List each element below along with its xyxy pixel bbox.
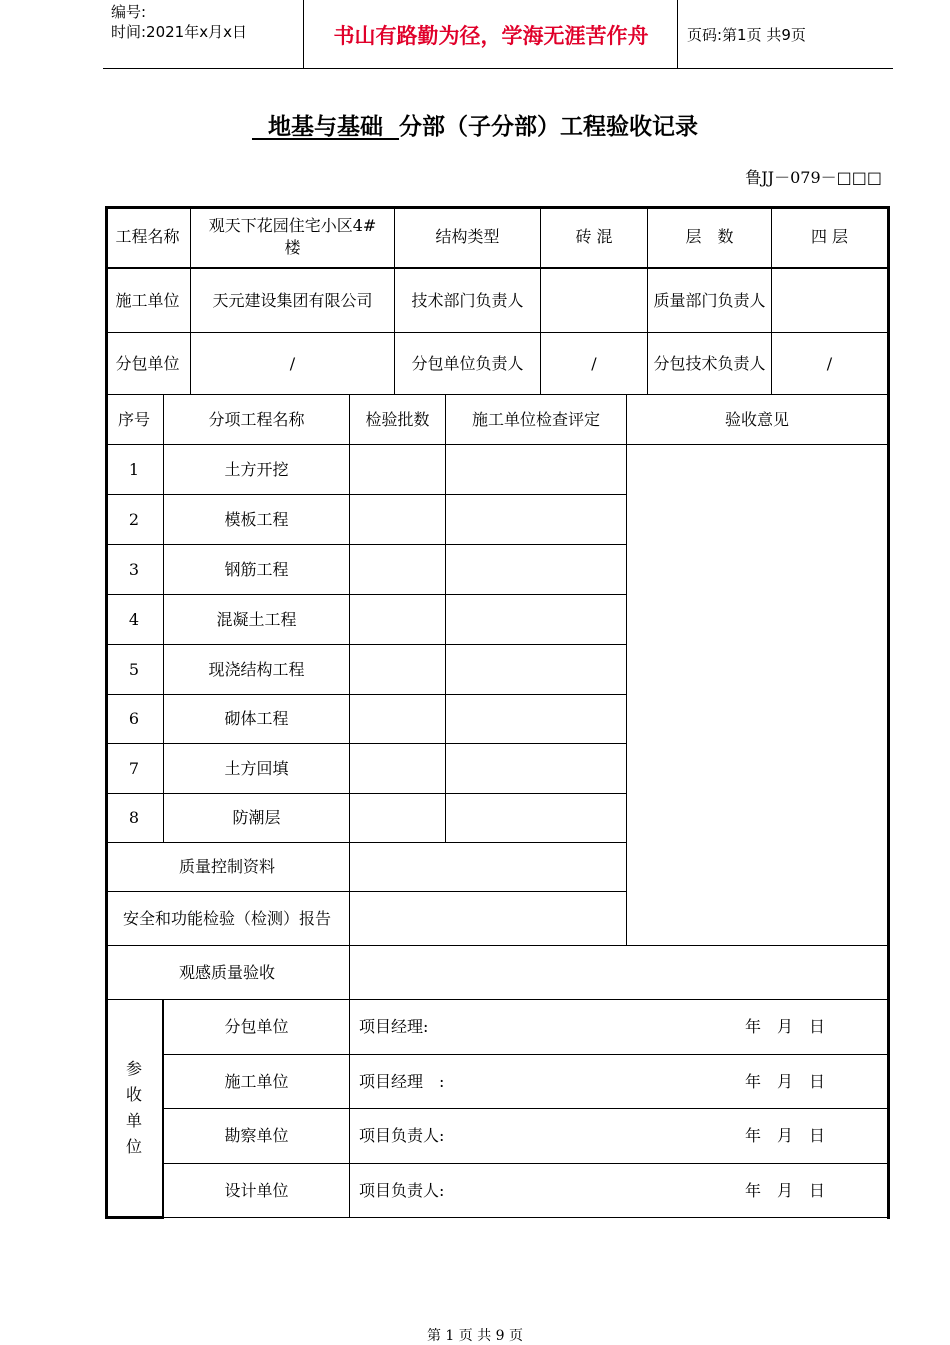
acceptance-person-label: 项目负责人: [359, 1126, 445, 1145]
item-row-no: 6 [128, 709, 140, 728]
border-line [163, 1217, 890, 1218]
acceptance-unit: 勘察单位 [224, 1126, 289, 1145]
item-row-name: 模板工程 [224, 509, 289, 529]
contractor-label: 施工单位 [115, 290, 180, 310]
item-row-name: 现浇结构工程 [208, 659, 305, 679]
item-row-no: 8 [128, 808, 140, 827]
item-row-name: 土方回填 [224, 758, 289, 778]
header-meta [111, 2, 247, 42]
time-label: 时间:2021年x月x日 [111, 23, 247, 41]
page-header [103, 0, 893, 69]
acceptance-form [105, 206, 890, 1219]
header-page-info: 页码:第1页 共9页 [687, 26, 806, 44]
acceptance-unit: 分包单位 [224, 1017, 289, 1036]
contractor-value: 天元建设集团有限公司 [212, 290, 373, 310]
sub-tech-head-label: 分包技术负责人 [653, 353, 766, 373]
acceptance-unit: 设计单位 [224, 1180, 289, 1200]
subcontractor-value: / [289, 353, 296, 373]
structure-type-value: 砖 混 [575, 227, 613, 246]
project-name-label: 工程名称 [115, 227, 180, 246]
item-row-no: 3 [128, 559, 140, 579]
structure-type-label: 结构类型 [435, 227, 500, 246]
item-row-no: 1 [128, 459, 140, 479]
item-row-no: 4 [128, 609, 140, 629]
acceptance-person-label: 项目经理: [359, 1017, 429, 1036]
project-name-value: 观天下花园住宅小区4#楼 [208, 216, 377, 257]
safety-report-label: 安全和功能检验（检测）报告 [122, 908, 331, 928]
floors-value: 四 层 [810, 227, 849, 246]
title-suffix: 分部（子分部）工程验收记录 [399, 114, 699, 140]
quality-docs-label: 质量控制资料 [178, 857, 275, 876]
acceptance-unit: 施工单位 [224, 1071, 289, 1091]
item-row-name: 砌体工程 [224, 709, 289, 728]
subcontractor-label: 分包单位 [115, 353, 180, 373]
item-row-no: 5 [128, 659, 140, 679]
item-row-name: 土方开挖 [224, 459, 289, 479]
appearance-label: 观感质量验收 [178, 962, 275, 982]
column-header-opinion: 验收意见 [724, 409, 789, 429]
item-row-name: 防潮层 [232, 808, 281, 827]
sub-tech-head-value: / [826, 353, 833, 373]
tech-head-value [541, 269, 647, 332]
tech-head-label: 技术部门负责人 [411, 290, 524, 310]
grid-line [626, 394, 627, 945]
header-divider [677, 0, 678, 68]
quality-head-value [772, 269, 887, 332]
acceptance-person-label: 项目经理 : [359, 1071, 445, 1091]
header-divider [303, 0, 304, 68]
quality-head-label: 质量部门负责人 [653, 290, 766, 310]
column-header-item-name: 分项工程名称 [208, 409, 305, 429]
page-footer: 第 1 页 共 9 页 [426, 1328, 524, 1344]
sub-head-label: 分包单位负责人 [411, 353, 524, 373]
title-part-name: 地基与基础 [251, 114, 400, 140]
column-header-batch-count: 检验批数 [365, 409, 430, 429]
form-code: 鲁JJ－079－□□□ [745, 168, 882, 187]
sub-head-value: / [591, 353, 597, 373]
acceptance-person-label: 项目负责人: [359, 1180, 445, 1200]
acceptance-date: 年 月 日 [744, 1017, 825, 1036]
acceptance-date: 年 月 日 [744, 1071, 825, 1091]
header-motto: 书山有路勤为径，学海无涯苦作舟 [333, 24, 649, 48]
column-header-no: 序号 [117, 409, 150, 429]
acceptance-date: 年 月 日 [744, 1126, 825, 1145]
acceptance-group-label: 参收单位 [125, 1059, 142, 1156]
acceptance-date: 年 月 日 [744, 1180, 825, 1200]
column-header-self-check: 施工单位检查评定 [471, 409, 600, 429]
floors-label: 层 数 [685, 227, 734, 246]
border-line [105, 1216, 163, 1219]
item-row-no: 7 [128, 758, 140, 778]
doc-number-label: 编号: [111, 3, 147, 21]
item-row-name: 钢筋工程 [224, 559, 289, 579]
document-title [0, 108, 950, 141]
item-row-no: 2 [128, 509, 140, 529]
grid-line [445, 394, 446, 842]
border-line [887, 206, 890, 1219]
item-row-name: 混凝土工程 [216, 609, 297, 629]
